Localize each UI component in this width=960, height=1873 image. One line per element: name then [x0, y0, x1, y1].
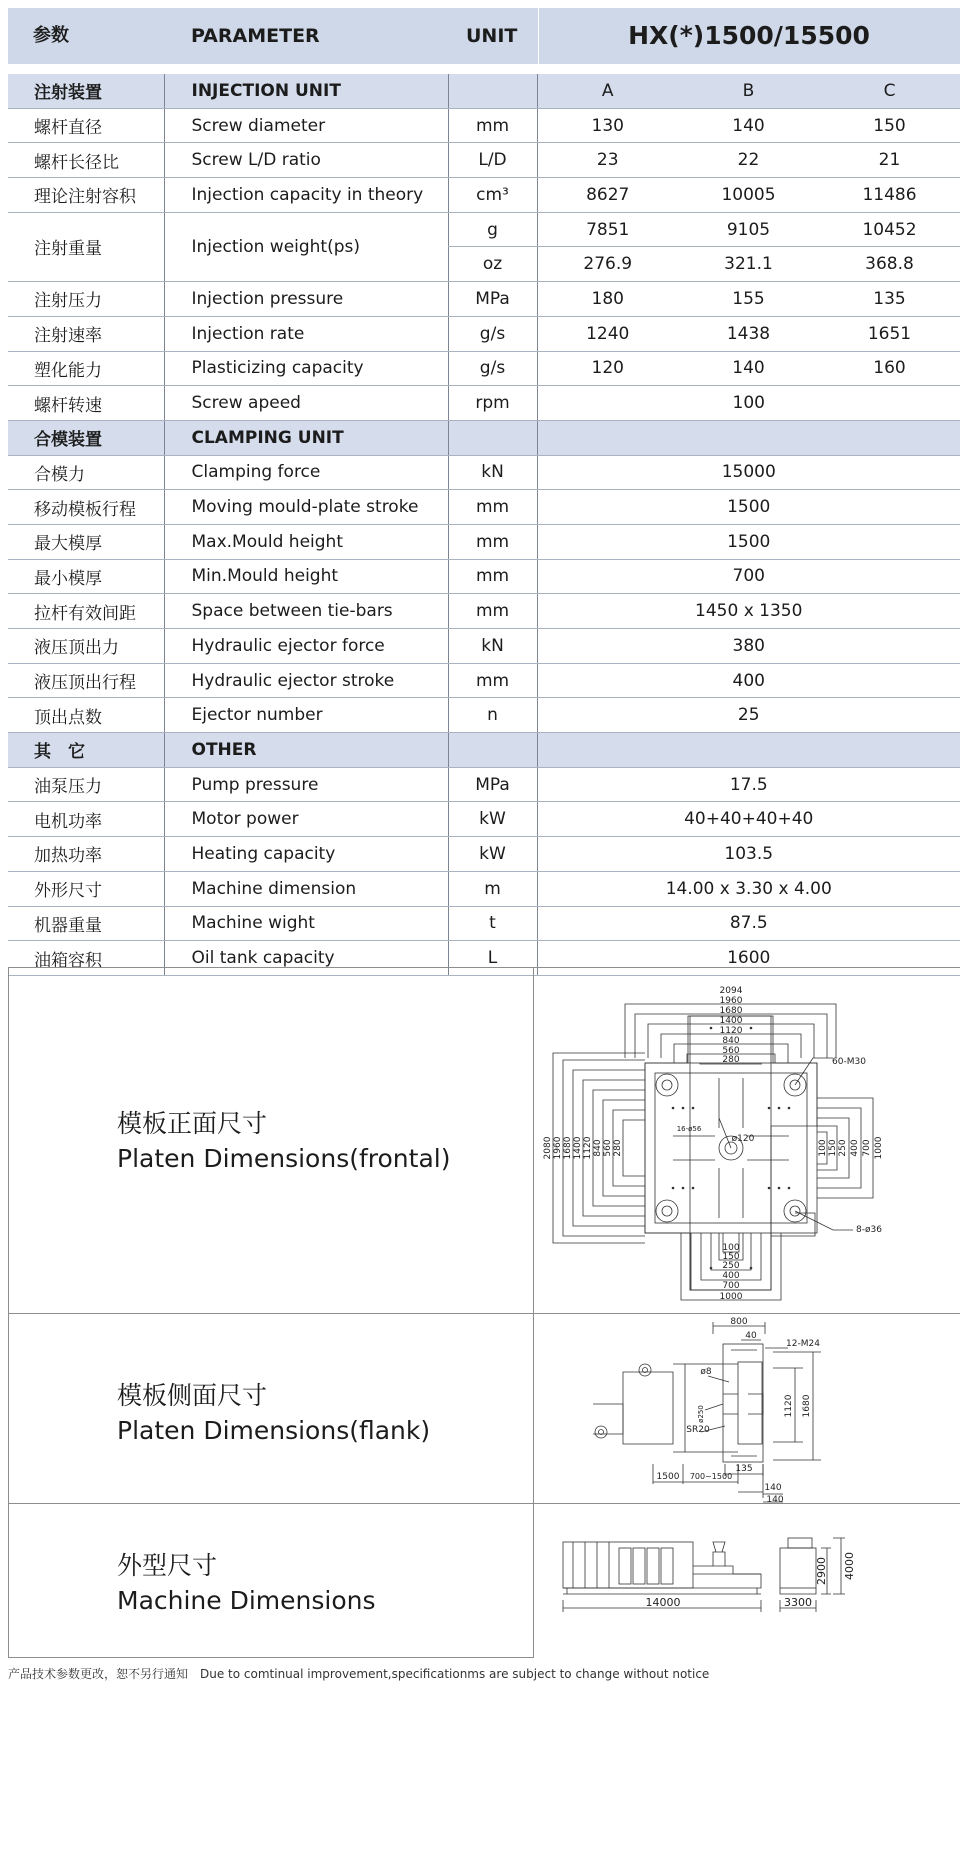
value-b: 10005 [678, 178, 819, 213]
value-a: 120 [537, 351, 678, 386]
row-en: Pump pressure [164, 767, 448, 802]
col-b: B [678, 74, 819, 108]
row-value: 1600 [537, 941, 960, 976]
dim-bottom: 150 [722, 1252, 740, 1262]
table-row [8, 906, 960, 941]
dim-label: 800 [730, 1317, 748, 1327]
row-unit: g/s [448, 316, 537, 351]
machine-drawing [533, 1504, 960, 1658]
row-zh: 液压顶出力 [8, 629, 164, 664]
row-unit: L/D [448, 143, 537, 178]
table-row [8, 212, 960, 247]
value-a: 276.9 [537, 247, 678, 282]
row-en: Plasticizing capacity [164, 351, 448, 386]
row-en: Machine dimension [164, 871, 448, 906]
row-unit: kW [448, 837, 537, 872]
table-row [8, 629, 960, 664]
section-zh: 合模装置 [8, 420, 164, 455]
label-en: Platen Dimensions(flank) [117, 1416, 431, 1445]
col-c: C [819, 74, 960, 108]
dim-label: 1500 [656, 1472, 680, 1482]
section-other [8, 733, 960, 768]
value-b: 9105 [678, 212, 819, 247]
footer-note: 产品技术参数更改，恕不另行通知 Due to comtinual improvement,specificationms are subject to change without notice [8, 1667, 710, 1681]
dim-label: 140 [766, 1495, 784, 1505]
dim-left: 1120 [583, 1136, 593, 1160]
section-zh: 其 它 [8, 733, 164, 768]
row-value: 103.5 [537, 837, 960, 872]
row-zh: 加热功率 [8, 837, 164, 872]
drawing-machine [8, 1503, 960, 1658]
row-unit: cm³ [448, 178, 537, 213]
row-zh: 油箱容积 [8, 941, 164, 976]
table-row [8, 386, 960, 421]
row-en: Injection rate [164, 316, 448, 351]
row-en: Hydraulic ejector stroke [164, 663, 448, 698]
value-c: 368.8 [819, 247, 960, 282]
table-row [8, 594, 960, 629]
dim-label: 135 [735, 1464, 753, 1474]
table-row [8, 837, 960, 872]
row-en: Max.Mould height [164, 524, 448, 559]
label-zh: 外型尺寸 [117, 1551, 218, 1580]
callout: ø120 [731, 1134, 755, 1144]
row-zh: 顶出点数 [8, 698, 164, 733]
row-zh: 最小模厚 [8, 559, 164, 594]
value-b: 140 [678, 351, 819, 386]
row-zh: 电机功率 [8, 802, 164, 837]
dim-top: 280 [722, 1055, 740, 1065]
label-en: Machine Dimensions [117, 1586, 376, 1615]
table-row [8, 767, 960, 802]
row-unit: t [448, 906, 537, 941]
row-value: 87.5 [537, 906, 960, 941]
row-value: 400 [537, 663, 960, 698]
row-value: 14.00 x 3.30 x 4.00 [537, 871, 960, 906]
value-b: 1438 [678, 316, 819, 351]
dim-label: 1680 [802, 1394, 812, 1418]
value-c: 21 [819, 143, 960, 178]
row-en: Injection capacity in theory [164, 178, 448, 213]
header-parameter: PARAMETER [191, 25, 320, 47]
dim-right: 400 [850, 1139, 860, 1157]
dim-right: 250 [838, 1139, 848, 1157]
row-value: 1500 [537, 490, 960, 525]
row-zh: 理论注射容积 [8, 178, 164, 213]
header-zh: 参数 [33, 25, 69, 46]
dim-label: 140 [764, 1483, 782, 1493]
row-zh: 螺杆直径 [8, 108, 164, 143]
row-zh: 螺杆长径比 [8, 143, 164, 178]
dim-left: 1400 [573, 1136, 583, 1160]
row-en: Hydraulic ejector force [164, 629, 448, 664]
dim-left: 1960 [553, 1136, 563, 1160]
row-en: Oil tank capacity [164, 941, 448, 976]
value-b: 321.1 [678, 247, 819, 282]
drawing-bottom-border [8, 1657, 533, 1658]
value-a: 7851 [537, 212, 678, 247]
dim-label: ø8 [700, 1367, 712, 1377]
value-b: 155 [678, 282, 819, 317]
value-a: 180 [537, 282, 678, 317]
table-row [8, 559, 960, 594]
drawing-label [8, 1504, 534, 1658]
row-value: 1450 x 1350 [537, 594, 960, 629]
value-c: 135 [819, 282, 960, 317]
dim-top: 2094 [719, 986, 743, 996]
dim-label: 700~1500 [689, 1472, 733, 1481]
row-en: Heating capacity [164, 837, 448, 872]
row-en: Screw apeed [164, 386, 448, 421]
value-c: 160 [819, 351, 960, 386]
dim-label: ø250 [697, 1405, 705, 1423]
value-c: 150 [819, 108, 960, 143]
drawing-flank [8, 1313, 960, 1504]
row-unit: g [448, 212, 537, 247]
row-value: 700 [537, 559, 960, 594]
spec-table [8, 74, 960, 976]
value-b: 140 [678, 108, 819, 143]
flank-platen-drawing [533, 1314, 960, 1504]
label-zh: 模板侧面尺寸 [117, 1381, 268, 1410]
row-en: Motor power [164, 802, 448, 837]
row-unit: mm [448, 594, 537, 629]
table-row [8, 282, 960, 317]
frontal-platen-drawing [533, 968, 960, 1314]
dim-label: 1120 [784, 1394, 794, 1418]
row-zh: 液压顶出行程 [8, 663, 164, 698]
row-zh: 最大模厚 [8, 524, 164, 559]
dim-bottom: 100 [722, 1243, 740, 1253]
row-unit: mm [448, 559, 537, 594]
row-value: 25 [537, 698, 960, 733]
dim-bottom: 1000 [719, 1292, 743, 1302]
table-row [8, 455, 960, 490]
table-row [8, 663, 960, 698]
row-zh: 注射重量 [8, 212, 164, 281]
value-c: 10452 [819, 212, 960, 247]
table-row [8, 108, 960, 143]
row-unit: oz [448, 247, 537, 282]
section-en: OTHER [164, 733, 448, 768]
row-zh: 合模力 [8, 455, 164, 490]
table-row [8, 524, 960, 559]
dim-bottom: 400 [722, 1271, 740, 1281]
row-zh: 机器重量 [8, 906, 164, 941]
row-unit: kN [448, 455, 537, 490]
dim-label: 4000 [843, 1552, 856, 1580]
value-a: 1240 [537, 316, 678, 351]
row-zh: 注射速率 [8, 316, 164, 351]
table-row [8, 143, 960, 178]
dim-bottom: 250 [722, 1261, 740, 1271]
header-unit: UNIT [466, 25, 518, 47]
dim-top: 560 [722, 1046, 740, 1056]
dim-left: 560 [603, 1139, 613, 1157]
dim-bottom: 700 [722, 1281, 740, 1291]
value-b: 22 [678, 143, 819, 178]
dim-top: 1680 [719, 1006, 743, 1016]
row-en: Injection weight(ps) [164, 212, 448, 281]
label-zh: 模板正面尺寸 [117, 1109, 268, 1138]
section-zh: 注射装置 [8, 74, 164, 108]
row-unit: rpm [448, 386, 537, 421]
dim-top: 1120 [719, 1026, 743, 1036]
table-row [8, 316, 960, 351]
row-unit: L [448, 941, 537, 976]
section-en: CLAMPING UNIT [164, 420, 448, 455]
dim-left: 280 [613, 1139, 623, 1157]
row-value: 15000 [537, 455, 960, 490]
dim-left: 1680 [563, 1136, 573, 1160]
row-en: Ejector number [164, 698, 448, 733]
table-row [8, 698, 960, 733]
dim-left: 2080 [543, 1136, 553, 1160]
drawing-frontal [8, 967, 960, 1314]
row-value: 17.5 [537, 767, 960, 802]
dim-top: 1400 [719, 1016, 743, 1026]
dim-top: 840 [722, 1036, 740, 1046]
row-zh: 拉杆有效间距 [8, 594, 164, 629]
dim-right: 100 [818, 1139, 828, 1157]
row-unit: m [448, 871, 537, 906]
row-value: 1500 [537, 524, 960, 559]
dim-label: 14000 [645, 1596, 681, 1609]
table-row [8, 802, 960, 837]
label-en: Platen Dimensions(frontal) [117, 1144, 451, 1173]
dim-label: 12-M24 [786, 1339, 820, 1349]
row-value: 40+40+40+40 [537, 802, 960, 837]
dim-label: 40 [745, 1331, 757, 1341]
row-zh: 螺杆转速 [8, 386, 164, 421]
row-zh: 油泵压力 [8, 767, 164, 802]
value-c: 11486 [819, 178, 960, 213]
row-en: Screw diameter [164, 108, 448, 143]
row-unit: mm [448, 108, 537, 143]
section-clamping [8, 420, 960, 455]
row-unit: MPa [448, 282, 537, 317]
row-en: Clamping force [164, 455, 448, 490]
value-a: 23 [537, 143, 678, 178]
callout: 8-ø36 [856, 1225, 882, 1235]
row-value: 380 [537, 629, 960, 664]
value-a: 8627 [537, 178, 678, 213]
dim-top: 1960 [719, 996, 743, 1006]
row-unit: kW [448, 802, 537, 837]
row-en: Machine wight [164, 906, 448, 941]
row-zh: 外形尺寸 [8, 871, 164, 906]
row-unit: mm [448, 490, 537, 525]
section-en: INJECTION UNIT [164, 74, 448, 108]
row-en: Moving mould-plate stroke [164, 490, 448, 525]
drawing-label [8, 968, 534, 1314]
table-header [8, 8, 960, 64]
dim-right: 1000 [874, 1136, 884, 1160]
col-a: A [537, 74, 678, 108]
dim-label: 3300 [784, 1596, 812, 1609]
value-c: 1651 [819, 316, 960, 351]
dim-right: 700 [862, 1139, 872, 1157]
row-unit: kN [448, 629, 537, 664]
row-unit: mm [448, 524, 537, 559]
row-zh: 塑化能力 [8, 351, 164, 386]
model-title: HX(*)1500/15500 [628, 21, 870, 50]
dim-left: 840 [593, 1139, 603, 1157]
section-injection [8, 74, 960, 108]
row-unit: g/s [448, 351, 537, 386]
table-row [8, 178, 960, 213]
row-zh: 移动模板行程 [8, 490, 164, 525]
row-en: Min.Mould height [164, 559, 448, 594]
row-unit: mm [448, 663, 537, 698]
value-a: 130 [537, 108, 678, 143]
drawing-label [8, 1314, 534, 1504]
row-zh: 注射压力 [8, 282, 164, 317]
dim-right: 150 [828, 1139, 838, 1157]
callout: 16-ø56 [676, 1125, 702, 1133]
row-en: Space between tie-bars [164, 594, 448, 629]
row-en: Injection pressure [164, 282, 448, 317]
dim-label: 2900 [815, 1557, 828, 1585]
table-row [8, 490, 960, 525]
row-unit: n [448, 698, 537, 733]
dim-label: SR20 [686, 1425, 710, 1435]
table-row [8, 351, 960, 386]
row-unit: MPa [448, 767, 537, 802]
row-value: 100 [537, 386, 960, 421]
table-row [8, 871, 960, 906]
callout: 60-M30 [832, 1057, 866, 1067]
row-en: Screw L/D ratio [164, 143, 448, 178]
